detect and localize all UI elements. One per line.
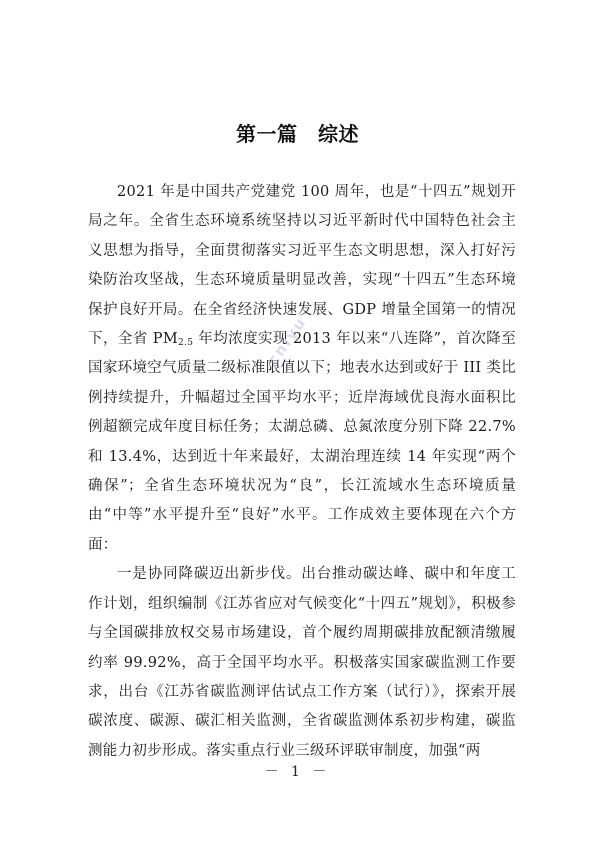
paragraph-overview-text-part-2: 年均浓度实现 2013 年以来“八连降”，首次降至国家环境空气质量二级标准限值以下；地表水达到或好于 III 类比例持续提升，升幅超过全国平均水平；近岸海域优良海水面积比例超额完成年度目标任务；太湖总磷、总氮浓度分别下降 22.7% 和 13.4%，达到近十年来最好，太湖治理连续 14 年实现“两个确保”；全省生态环境状况为“良”，长江流域水生态环境质量由“中等”水平提升至“良好”水平。工作成效主要体现在六个方面： — [88, 331, 517, 553]
paragraph-overview-text-part-1: 2021 年是中国共产党建党 100 周年，也是“十四五”规划开局之年。全省生态环境系统坚持以习近平新时代中国特色社会主义思想为指导，全面贯彻落实习近平生态文明思想，深入打好污染防治攻坚战，生态环境质量明显改善，实现“十四五”生态环境保护良好开局。在全省经济快速发展、GDP 增量全国第一的情况下，全省 PM — [88, 184, 516, 348]
watermark: cnlyu — [263, 313, 311, 369]
paragraph-carbon-reduction: 一是协同降碳迈出新步伐。出台推动碳达峰、碳中和年度工作计划，组织编制《江苏省应对气候变化“十四五”规划》，积极参与全国碳排放权交易市场建设，首个履约周期碳排放配额清缴履约率 99.92%，高于全国平均水平。积极落实国家碳监测工作要求，出台《江苏省碳监测评估试点工作方案（试行）》，探索开展碳浓度、碳源、碳汇相关监测，全省碳监测体系初步构建，碳监测能力初步形成。落实重点行业三级环评联审制度，加强“两 — [88, 566, 516, 759]
document-body — [88, 178, 516, 766]
pm-subscript: 2.5 — [178, 338, 194, 349]
page-number: － 1 － — [264, 764, 331, 780]
chapter-title: 第一篇 综述 — [236, 122, 359, 146]
paragraph-overview — [88, 178, 516, 560]
